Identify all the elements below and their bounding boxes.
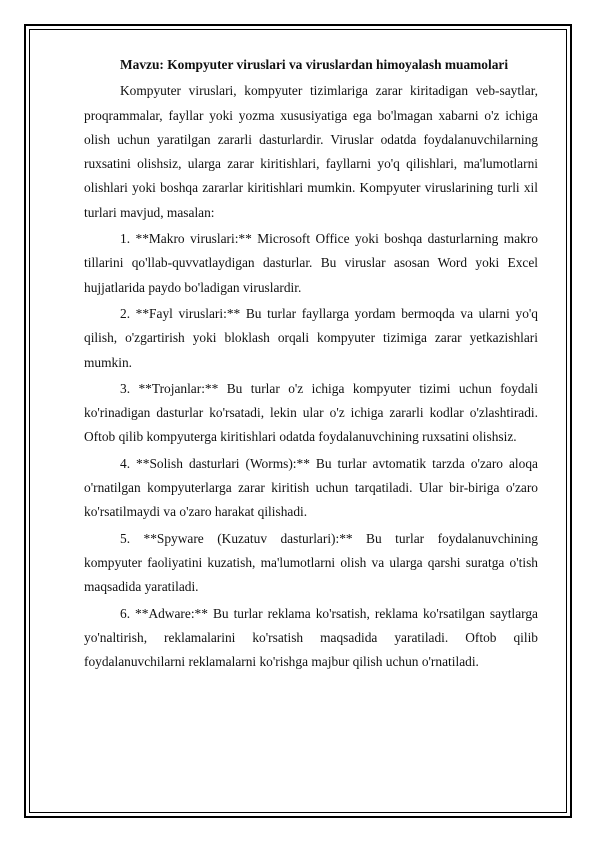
paragraph-worms: 4. **Solish dasturlari (Worms):** Bu turlar avtomatik tarzda o'zaro aloqa o'rnatilgan kompyuterlarga zarar kiritish uchun tarqatiladi. Ular bir-biriga o'zaro ko'rsatilmaydi va o'zaro harakat qilishadi. bbox=[84, 455, 538, 520]
document-body bbox=[84, 53, 538, 676]
paragraph-macro-viruses: 1. **Makro viruslari:** Microsoft Office yoki boshqa dasturlarning makro tillarini qo'llab-quvvatlaydigan dasturlar. Bu viruslar asosan Word yoki Excel hujjatlarida paydo bo'ladigan viruslardir. bbox=[84, 231, 538, 295]
paragraph-adware: 6. **Adware:** Bu turlar reklama ko'rsatish, reklama ko'rsatilgan saytlarga yo'naltirish, reklamalarini ko'rsatish maqsadida yaratiladi. Oftob qilib foydalanuvchilarni reklamalarni ko'rishga majbur qilish uchun o'rnatiladi. bbox=[84, 605, 538, 670]
document-title: Mavzu: Kompyuter viruslari va viruslardan himoyalash muamolari bbox=[120, 57, 509, 72]
paragraph-intro: Kompyuter viruslari, kompyuter tizimlariga zarar kiritadigan veb-saytlar, proqrammalar, fayllar yoki yozma xususiyatiga ega bo'lmagan xabarni o'z ichiga olish uchun yaratilgan zararli dasturlardir. Viruslar odatda foydalanuvchilarning ruxsatini olishsiz, ularga zarar kiritishlari, fayllarni yo'q qilishlari, ma'lumotlarni olishlari yoki boshqa zararlar kiritishlari mumkin. Kompyuter viruslarining turli xil turlari mavjud, masalan: bbox=[84, 83, 538, 220]
paragraph-trojans: 3. **Trojanlar:** Bu turlar o'z ichiga kompyuter tizimi uchun foydali ko'rinadigan dasturlar ko'rsatadi, lekin ular o'z ichiga zararli kodlar o'zlashtiradi. Oftob qilib kompyuterga kiritishlari odatda foydalanuvchining ruxsatini olishsiz. bbox=[84, 380, 538, 445]
paragraph-spyware: 5. **Spyware (Kuzatuv dasturlari):** Bu turlar foydalanuvchining kompyuter faoliyatini kuzatish, ma'lumotlarni olish va ularga qarshi suratga o'tish maqsadida yaratiladi. bbox=[84, 530, 538, 595]
paragraph-file-viruses: 2. **Fayl viruslari:** Bu turlar fayllarga yordam bermoqda va ularni yo'q qilish, o'zgartirish yoki bloklash orqali kompyuter tizimiga zarar yetkazishlari mumkin. bbox=[84, 305, 538, 370]
